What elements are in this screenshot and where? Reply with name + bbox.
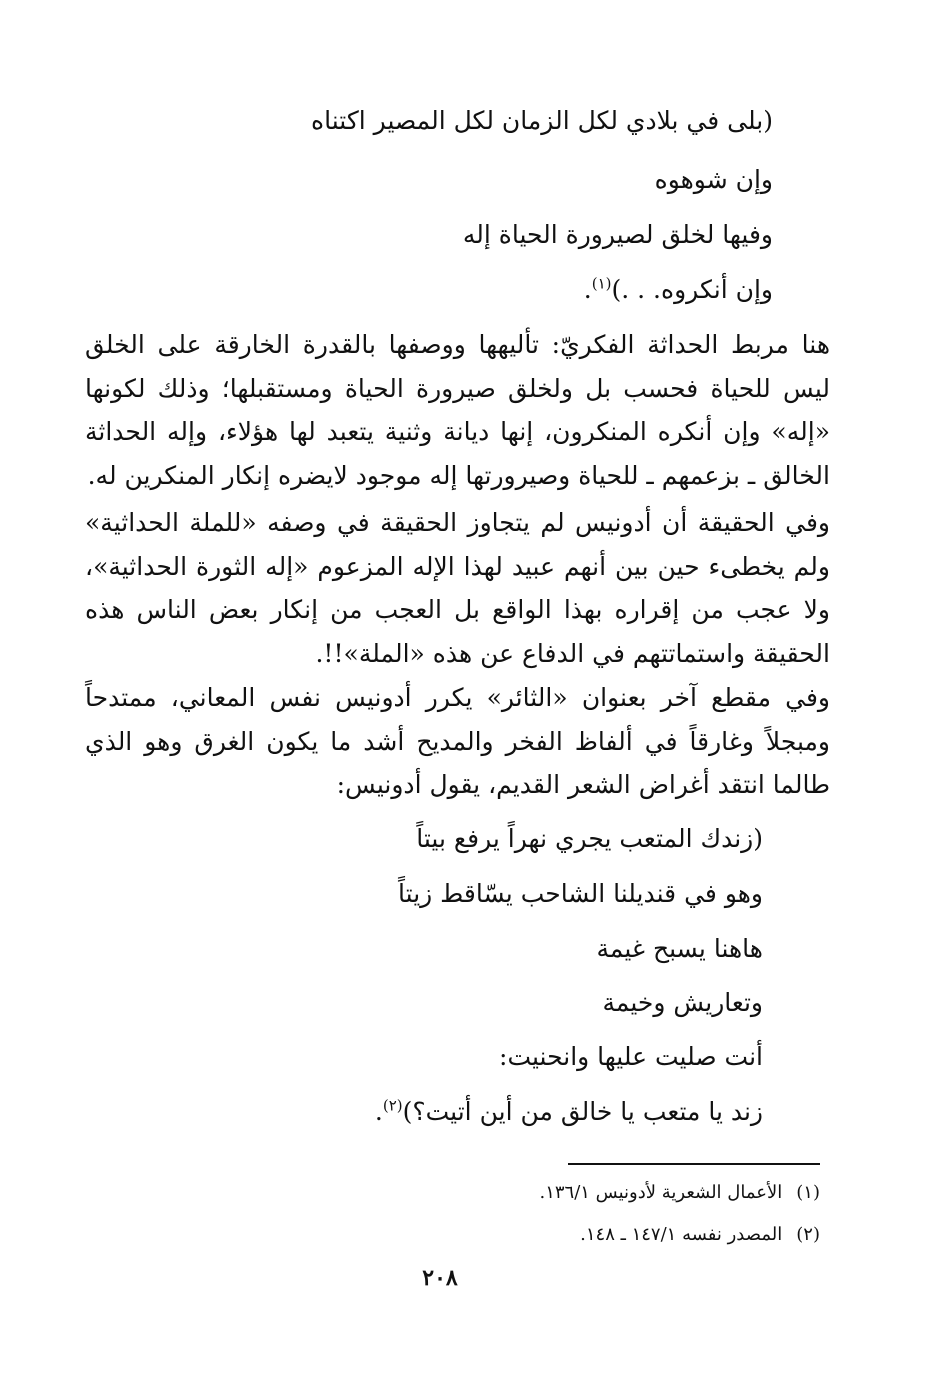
poem2-end-punct: . — [374, 1097, 383, 1126]
poem2-line-2: وهو في قنديلنا الشاحب يسّاقط زيتاً — [398, 879, 763, 908]
footnote-2 — [580, 1222, 820, 1248]
paragraph-2: وفي الحقيقة أن أدونيس لم يتجاوز الحقيقة في وصفه «للملة الحداثية» ولم يخطىء حين بين أنهم عبيد لهذا الإله المزعوم «إله الثورة الحداثية»، ولا عجب من إقراره بهذا الواقع بل العجب من إنكار بعض الناس هذه الحقيقة واستماتتهم في الدفاع عن هذه «الملة»!!. — [85, 508, 830, 668]
poem2-line-5: أنت صليت عليها وانحنيت: — [499, 1042, 763, 1071]
footnote-1-text: الأعمال الشعرية لأدونيس ١٣٦/١. — [539, 1182, 783, 1203]
footnote-2-number: (٢) — [796, 1224, 820, 1245]
poem1-line-3: وفيها لخلق لصيرورة الحياة إله — [462, 220, 773, 249]
footnote-1 — [539, 1180, 820, 1206]
paragraph-1: هنا مربط الحداثة الفكريّ: تأليهها ووصفها بالقدرة الخارقة على الخلق ليس للحياة فحسب بل ولخلق صيرورة الحياة ومستقبلها؛ وذلك لكونها «إله» وإن أنكره المنكرون، إنها ديانة وثنية يتعبد لها هؤلاء، وإله الحداثة الخالق ـ بزعمهم ـ للحياة وصيرورتها إله موجود لايضره إنكار المنكرين له. — [85, 330, 830, 490]
poem2-line-1: (زندك المتعب يجري نهراً يرفع بيتاً — [416, 824, 763, 853]
paragraph-3: وفي مقطع آخر بعنوان «الثائر» يكرر أدونيس نفس المعاني، ممتدحاً ومبجلاً وغارقاً في ألفاظ الفخر والمديح أشد ما يكون الغرق وهو الذي طالما انتقد أغراض الشعر القديم، يقول أدونيس: — [85, 683, 830, 799]
footnote-separator — [568, 1163, 820, 1165]
footnote-ref-2: (٢) — [382, 1096, 403, 1115]
poem1-line-2: وإن شوهوه — [654, 165, 773, 194]
page-number: ٢٠٨ — [422, 1265, 458, 1291]
poem2-line-6-text: زند يا متعب يا خالق من أين أتيت؟) — [402, 1097, 763, 1126]
poem2-line-4: وتعاريش وخيمة — [602, 988, 763, 1017]
footnote-ref-1: (١) — [591, 274, 612, 293]
poem1-line-4 — [584, 273, 773, 307]
poem2-line-6 — [375, 1095, 763, 1129]
poem2-line-3: هاهنا يسبح غيمة — [596, 934, 763, 963]
footnote-2-text: المصدر نفسه ١٤٧/١ ـ ١٤٨. — [580, 1224, 783, 1245]
footnote-1-number: (١) — [796, 1182, 820, 1203]
poem1-line-4-text: وإن أنكروه. . .) — [611, 275, 773, 304]
poem1-line-1: (بلى في بلادي لكل الزمان لكل المصير اكتناه — [311, 106, 773, 135]
poem1-end-punct: . — [583, 275, 592, 304]
